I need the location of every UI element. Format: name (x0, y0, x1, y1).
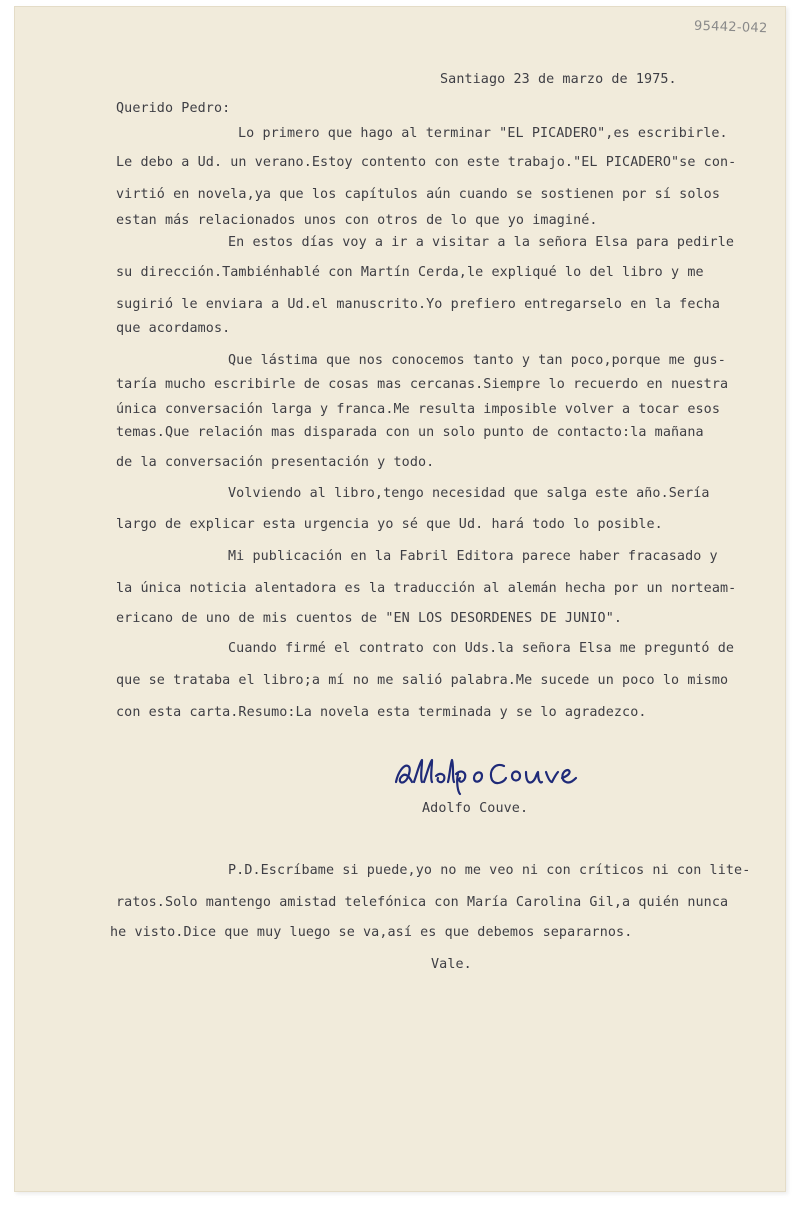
postscript-line: ratos.Solo mantengo amistad telefónica con María Carolina Gil,a quién nunca (116, 895, 729, 910)
body-line: Cuando firmé el contrato con Uds.la señora Elsa me preguntó de (228, 641, 735, 656)
body-line: de la conversación presentación y todo. (116, 455, 435, 470)
body-line: que acordamos. (116, 321, 231, 336)
body-line: Volviendo al libro,tengo necesidad que salga este año.Sería (228, 486, 710, 501)
postscript-line: he visto.Dice que muy luego se va,así es que debemos separarnos. (110, 925, 633, 940)
body-line: En estos días voy a ir a visitar a la señora Elsa para pedirle (228, 235, 735, 250)
handwritten-signature (392, 752, 582, 796)
body-line: sugirió le enviara a Ud.el manuscrito.Yo prefiero entregarselo en la fecha (116, 297, 720, 312)
body-line: Lo primero que hago al terminar "EL PICADERO",es escribirle. (238, 126, 728, 141)
body-line: con esta carta.Resumo:La novela esta terminada y se lo agradezco. (116, 705, 647, 720)
date-line: Santiago 23 de marzo de 1975. (440, 72, 677, 87)
body-line: estan más relacionados unos con otros de lo que yo imaginé. (116, 213, 598, 228)
body-line: Que lástima que nos conocemos tanto y tan poco,porque me gus- (228, 353, 726, 368)
body-line: taría mucho escribirle de cosas mas cercanas.Siempre lo recuerdo en nuestra (116, 377, 729, 392)
body-line: única conversación larga y franca.Me resulta imposible volver a tocar esos (116, 402, 720, 417)
body-line: ericano de uno de mis cuentos de "EN LOS DESORDENES DE JUNIO". (116, 611, 623, 626)
body-line: largo de explicar esta urgencia yo sé que Ud. hará todo lo posible. (116, 517, 663, 532)
catalog-number: 95442-042 (693, 18, 768, 37)
postscript-line: P.D.Escríbame si puede,yo no me veo ni con críticos ni con lite- (228, 863, 751, 878)
body-line: temas.Que relación mas disparada con un solo punto de contacto:la mañana (116, 425, 704, 440)
letter-page (14, 6, 786, 1192)
salutation: Querido Pedro: (116, 101, 231, 116)
body-line: la única noticia alentadora es la traducción al alemán hecha por un norteam- (116, 581, 737, 596)
body-line: Le debo a Ud. un verano.Estoy contento con este trabajo."EL PICADERO"se con- (116, 155, 737, 170)
body-line: Mi publicación en la Fabril Editora parece haber fracasado y (228, 549, 718, 564)
signature-name: Adolfo Couve. (422, 801, 529, 816)
body-line: virtió en novela,ya que los capítulos aún cuando se sostienen por sí solos (116, 187, 720, 202)
closing: Vale. (431, 957, 472, 972)
body-line: que se trataba el libro;a mí no me salió palabra.Me sucede un poco lo mismo (116, 673, 729, 688)
body-line: su dirección.Tambiénhablé con Martín Cerda,le expliqué lo del libro y me (116, 265, 704, 280)
